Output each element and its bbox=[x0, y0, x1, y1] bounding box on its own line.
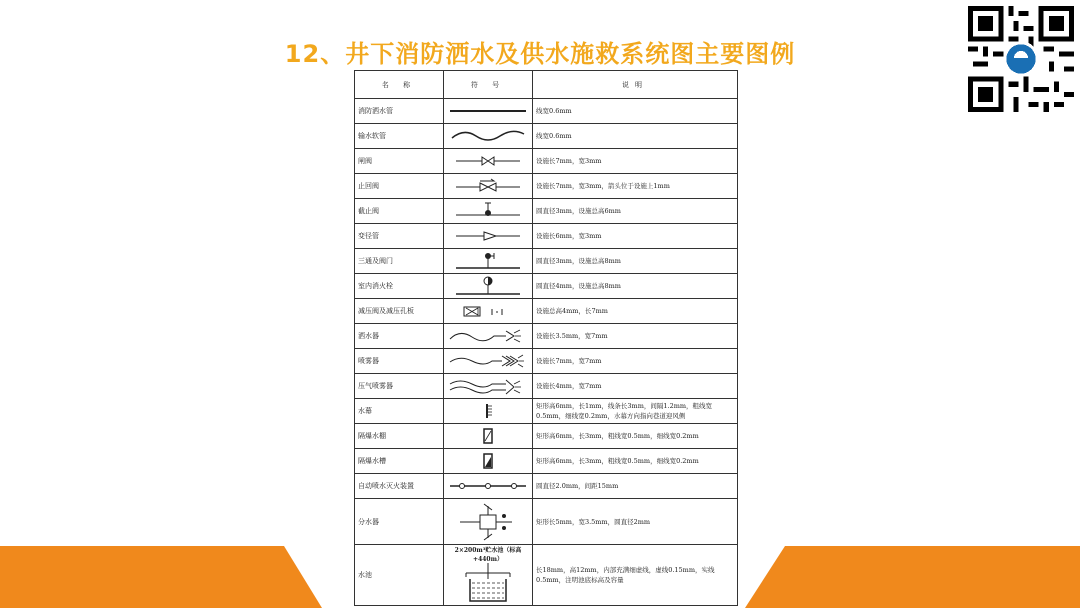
row-name: 减压阀及减压孔板 bbox=[355, 299, 444, 324]
table-row bbox=[355, 274, 738, 299]
row-description: 矩形高6mm，长1mm，线条长3mm，间隔1.2mm，粗线宽0.5mm，细线宽0.2mm，水幕方向指向巷道迎风侧 bbox=[533, 399, 738, 424]
row-description: 设施长7mm，宽3mm，箭头位于设施上1mm bbox=[533, 174, 738, 199]
wave-line-icon bbox=[446, 128, 530, 144]
row-description: 设施长7mm，宽3mm bbox=[533, 149, 738, 174]
row-name: 喷雾器 bbox=[355, 349, 444, 374]
row-name: 压气喷雾器 bbox=[355, 374, 444, 399]
row-name: 隔爆水槽 bbox=[355, 449, 444, 474]
table-row bbox=[355, 349, 738, 374]
legend-table bbox=[354, 70, 738, 606]
row-name: 止回阀 bbox=[355, 174, 444, 199]
row-name: 自动喷水灭火装置 bbox=[355, 474, 444, 499]
tee-valve-icon bbox=[446, 250, 530, 272]
row-description: 线宽0.6mm bbox=[533, 99, 738, 124]
row-description: 圆直径3mm，设施总高6mm bbox=[533, 199, 738, 224]
atomizer-icon bbox=[446, 352, 530, 370]
orange-band-left bbox=[0, 546, 322, 608]
water-distributor-icon bbox=[446, 502, 530, 542]
row-description: 设施长4mm，宽7mm bbox=[533, 374, 738, 399]
row-name: 闸阀 bbox=[355, 149, 444, 174]
water-shed-icon bbox=[446, 426, 530, 446]
water-trough-icon bbox=[446, 451, 530, 471]
row-description: 设施长3.5mm，宽7mm bbox=[533, 324, 738, 349]
row-name: 消防洒水管 bbox=[355, 99, 444, 124]
table-row bbox=[355, 449, 738, 474]
column-header-description: 说明 bbox=[533, 71, 738, 99]
pressure-reducer-icon bbox=[446, 304, 530, 318]
column-header-symbol: 符 号 bbox=[444, 71, 533, 99]
reducer-icon bbox=[446, 229, 530, 243]
table-row bbox=[355, 299, 738, 324]
hydrant-icon bbox=[446, 275, 530, 297]
table-row bbox=[355, 374, 738, 399]
column-header-name: 名 称 bbox=[355, 71, 444, 99]
row-name: 分水器 bbox=[355, 499, 444, 545]
pool-caption: 2×200m³贮水池（标高+440m） bbox=[454, 547, 522, 563]
row-description: 矩形高6mm，长3mm，粗线宽0.5mm，细线宽0.2mm bbox=[533, 449, 738, 474]
row-description: 圆直径3mm，设施总高8mm bbox=[533, 249, 738, 274]
row-name: 截止阀 bbox=[355, 199, 444, 224]
qr-code-icon bbox=[968, 6, 1074, 112]
auto-sprinkler-icon bbox=[446, 479, 530, 493]
row-description: 矩形高6mm，长3mm，粗线宽0.5mm，细线宽0.2mm bbox=[533, 424, 738, 449]
row-name: 水池 bbox=[355, 545, 444, 606]
table-row bbox=[355, 99, 738, 124]
orange-band-right bbox=[745, 546, 1080, 608]
sprinkler-icon bbox=[446, 327, 530, 345]
gate-valve-icon bbox=[446, 154, 530, 168]
table-row bbox=[355, 474, 738, 499]
table-row bbox=[355, 149, 738, 174]
table-row bbox=[355, 424, 738, 449]
row-name: 洒水器 bbox=[355, 324, 444, 349]
check-valve-icon bbox=[446, 178, 530, 194]
row-description: 圆直径2.0mm，间距15mm bbox=[533, 474, 738, 499]
row-name: 水幕 bbox=[355, 399, 444, 424]
table-row bbox=[355, 499, 738, 545]
table-row bbox=[355, 545, 738, 606]
row-description: 矩形长5mm，宽3.5mm，圆直径2mm bbox=[533, 499, 738, 545]
table-row bbox=[355, 174, 738, 199]
row-description: 设施长6mm，宽3mm bbox=[533, 224, 738, 249]
row-description: 线宽0.6mm bbox=[533, 124, 738, 149]
row-name: 输水软管 bbox=[355, 124, 444, 149]
table-row bbox=[355, 249, 738, 274]
row-description: 圆直径4mm，设施总高8mm bbox=[533, 274, 738, 299]
row-name: 隔爆水棚 bbox=[355, 424, 444, 449]
stop-valve-icon bbox=[446, 201, 530, 221]
table-row bbox=[355, 199, 738, 224]
water-pool-icon bbox=[446, 563, 530, 605]
slide-title: 12、井下消防洒水及供水施救系统图主要图例 bbox=[284, 40, 796, 68]
table-row bbox=[355, 324, 738, 349]
table-row bbox=[355, 224, 738, 249]
water-curtain-icon bbox=[446, 401, 530, 421]
row-description: 设施总高4mm，长7mm bbox=[533, 299, 738, 324]
row-name: 三通及阀门 bbox=[355, 249, 444, 274]
solid-line-icon bbox=[446, 104, 530, 118]
table-row bbox=[355, 124, 738, 149]
row-name: 室内消火栓 bbox=[355, 274, 444, 299]
row-description: 设施长7mm，宽7mm bbox=[533, 349, 738, 374]
row-description: 长18mm，高12mm，内部充满细虚线，虚线0.15mm，实线0.5mm，注明池底标高及容量 bbox=[533, 545, 738, 606]
table-header-row bbox=[355, 71, 738, 99]
table-row bbox=[355, 399, 738, 424]
air-atomizer-icon bbox=[446, 376, 530, 396]
row-name: 变径管 bbox=[355, 224, 444, 249]
